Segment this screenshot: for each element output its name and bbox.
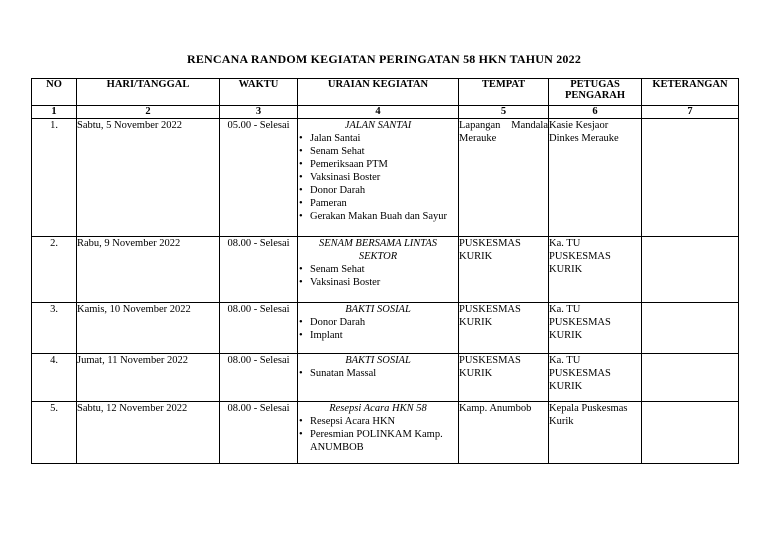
activity-list: [298, 415, 458, 454]
list-item: • Pemeriksaan PTM: [298, 158, 458, 171]
place-line: Kamp. Anumbob: [459, 403, 532, 414]
column-header-day: HARI/TANGGAL: [77, 79, 220, 106]
row-officer: [549, 303, 642, 354]
row-place: [459, 303, 549, 354]
officer-line: KURIK: [549, 264, 583, 275]
list-item: • Jalan Santai: [298, 132, 458, 145]
row-note: [642, 303, 739, 354]
table-row: [32, 237, 739, 303]
list-item: • Gerakan Makan Buah dan Sayur: [298, 210, 458, 223]
place-line: PUSKESMAS: [459, 304, 521, 315]
row-officer: [549, 237, 642, 303]
table-row: [32, 402, 739, 464]
schedule-table: [31, 78, 739, 464]
column-header-officer-line2: PENGARAH: [564, 90, 626, 101]
row-note: [642, 354, 739, 402]
officer-line: KURIK: [549, 330, 583, 341]
column-header-no: NO: [32, 79, 77, 106]
column-number: 1: [32, 106, 77, 119]
place-line: KURIK: [459, 251, 493, 262]
activity-title: Resepsi Acara HKN 58: [329, 403, 427, 414]
table-row: [32, 303, 739, 354]
column-header-note: KETERANGAN: [642, 79, 739, 106]
officer-line: Kurik: [549, 416, 574, 427]
column-header-activity: URAIAN KEGIATAN: [298, 79, 459, 106]
column-header-officer-line1: PETUGAS: [570, 79, 620, 90]
activity-list: [298, 263, 458, 289]
row-time: 08.00 - Selesai: [220, 354, 298, 402]
row-place: [459, 402, 549, 464]
row-day: Sabtu, 5 November 2022: [77, 119, 220, 237]
row-day: Kamis, 10 November 2022: [77, 303, 220, 354]
row-day: Sabtu, 12 November 2022: [77, 402, 220, 464]
activity-title: BAKTI SOSIAL: [345, 304, 411, 315]
row-day: Jumat, 11 November 2022: [77, 354, 220, 402]
officer-line: Ka. TU: [549, 355, 581, 366]
place-line: Merauke: [459, 133, 497, 144]
list-item: • Resepsi Acara HKN: [298, 415, 458, 428]
row-officer: [549, 402, 642, 464]
row-time: 08.00 - Selesai: [220, 303, 298, 354]
row-day: Rabu, 9 November 2022: [77, 237, 220, 303]
column-number: 3: [220, 106, 298, 119]
row-activity: [298, 402, 459, 464]
activity-title: JALAN SANTAI: [344, 120, 412, 131]
row-number: 5.: [32, 402, 77, 464]
activity-title: SEKTOR: [358, 251, 398, 262]
place-line: PUSKESMAS: [459, 355, 521, 366]
list-item: • Peresmian POLINKAM Kamp. ANUMBOB: [298, 428, 458, 454]
row-note: [642, 237, 739, 303]
list-item: • Vaksinasi Boster: [298, 276, 458, 289]
activity-list: [298, 132, 458, 223]
column-header-time: WAKTU: [220, 79, 298, 106]
column-number: 5: [459, 106, 549, 119]
page-title: RENCANA RANDOM KEGIATAN PERINGATAN 58 HKN TAHUN 2022: [186, 52, 582, 66]
row-place: [459, 354, 549, 402]
officer-line: Kasie Kesjaor: [549, 120, 609, 131]
place-word: Mandala: [511, 120, 548, 131]
row-note: [642, 119, 739, 237]
row-activity: [298, 119, 459, 237]
row-time: 08.00 - Selesai: [220, 402, 298, 464]
row-place: [459, 237, 549, 303]
officer-line: Ka. TU: [549, 304, 581, 315]
place-line: KURIK: [459, 368, 493, 379]
list-item: • Vaksinasi Boster: [298, 171, 458, 184]
list-item: • Donor Darah: [298, 316, 458, 329]
table-row: [32, 354, 739, 402]
row-place: [459, 119, 549, 237]
column-number: 7: [642, 106, 739, 119]
column-number: 4: [298, 106, 459, 119]
row-time: 05.00 - Selesai: [220, 119, 298, 237]
officer-line: Dinkes Merauke: [549, 133, 619, 144]
officer-line: PUSKESMAS: [549, 368, 611, 379]
row-number: 4.: [32, 354, 77, 402]
list-item: • Donor Darah: [298, 184, 458, 197]
header-row: [32, 79, 739, 106]
activity-list: [298, 367, 458, 380]
officer-line: PUSKESMAS: [549, 251, 611, 262]
column-header-officer: [549, 79, 642, 106]
row-officer: [549, 354, 642, 402]
column-header-place: TEMPAT: [459, 79, 549, 106]
row-note: [642, 402, 739, 464]
column-number: 2: [77, 106, 220, 119]
activity-title: BAKTI SOSIAL: [345, 355, 411, 366]
officer-line: PUSKESMAS: [549, 317, 611, 328]
column-number: 6: [549, 106, 642, 119]
row-activity: [298, 303, 459, 354]
officer-line: KURIK: [549, 381, 583, 392]
activity-list: [298, 316, 458, 342]
list-item: • Senam Sehat: [298, 145, 458, 158]
list-item: • Sunatan Massal: [298, 367, 458, 380]
place-word: Lapangan: [459, 120, 501, 131]
list-item: • Pameran: [298, 197, 458, 210]
column-number-row: [32, 106, 739, 119]
list-item: • Senam Sehat: [298, 263, 458, 276]
list-item: • Implant: [298, 329, 458, 342]
table-row: [32, 119, 739, 237]
row-number: 1.: [32, 119, 77, 237]
row-number: 3.: [32, 303, 77, 354]
officer-line: Kepala Puskesmas: [549, 403, 628, 414]
row-activity: [298, 354, 459, 402]
place-line: PUSKESMAS: [459, 238, 521, 249]
row-activity: [298, 237, 459, 303]
place-line: KURIK: [459, 317, 493, 328]
row-number: 2.: [32, 237, 77, 303]
row-time: 08.00 - Selesai: [220, 237, 298, 303]
officer-line: Ka. TU: [549, 238, 581, 249]
activity-title: SENAM BERSAMA LINTAS: [318, 238, 438, 249]
row-officer: [549, 119, 642, 237]
